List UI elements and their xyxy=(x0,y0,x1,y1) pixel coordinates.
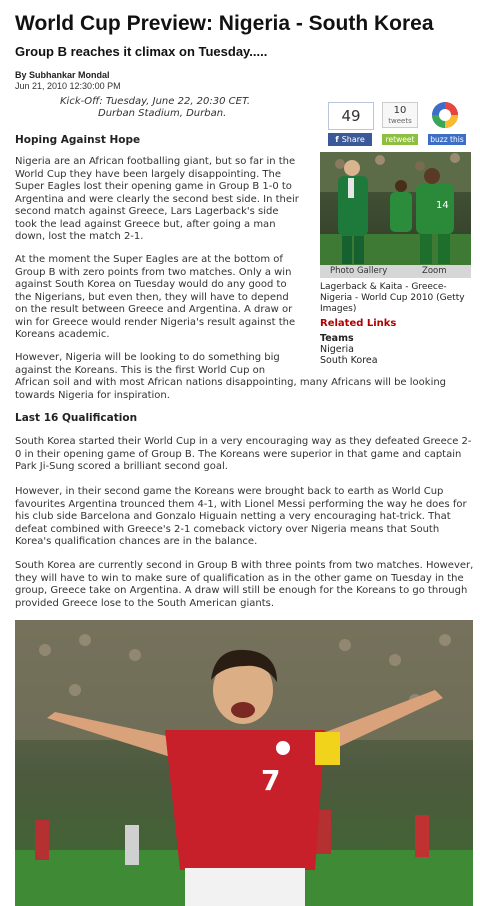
article-title: World Cup Preview: Nigeria - South Korea xyxy=(15,12,434,35)
team-link-nigeria[interactable]: Nigeria xyxy=(320,344,354,355)
share-bar xyxy=(320,96,472,148)
paragraph-3a: However, Nigeria will be looking to do something big against the Koreans. This is the first World Cup on xyxy=(15,352,280,376)
paragraph-3b: African soil and with most African nations disappointing, many Africans will be looking towards Nigeria for inspiration. xyxy=(15,377,447,401)
team-link-south-korea[interactable]: South Korea xyxy=(320,355,378,366)
section-heading-hoping: Hoping Against Hope xyxy=(15,134,141,146)
sidebar-photo[interactable] xyxy=(320,152,471,276)
teams-heading: Teams xyxy=(320,333,354,344)
related-links-heading: Related Links xyxy=(320,318,397,329)
facebook-icon: f xyxy=(335,135,339,144)
paragraph-1: Nigeria are an African footballing giant, but so far in the World Cup they have been largely disappointing. The Super Eagles lost their opening game in Group B 1-0 to Argentina and were clearly the second best side. In their second match against Greece, Lars Lagerback's side took the lead against Greece but, after going a man down, lost the match 2-1. xyxy=(15,156,299,242)
tweet-count: 10 xyxy=(393,105,407,116)
kickoff-time: Kick-Off: Tuesday, June 22, 20:30 CET. xyxy=(60,96,251,107)
photo-toolbar xyxy=(320,265,471,278)
photo-gallery-link[interactable]: Photo Gallery xyxy=(330,266,388,276)
facebook-share-button[interactable] xyxy=(328,133,372,146)
article-subtitle: Group B reaches it climax on Tuesday..... xyxy=(15,44,268,59)
kickoff-venue: Durban Stadium, Durban. xyxy=(98,108,227,119)
paragraph-4: South Korea started their World Cup in a very encouraging way as they defeated Greece 2-0 in their opening game of Group B. The Koreans were superior in that game and captain Park Ji-Sung scored a brilliant second goal. xyxy=(15,436,472,472)
jersey-number: 7 xyxy=(261,764,281,797)
tweet-label: tweets xyxy=(388,117,412,125)
coaches-photo xyxy=(320,152,471,265)
publish-date: Jun 21, 2010 12:30:00 PM xyxy=(15,81,121,91)
buzz-this-button[interactable]: buzz this xyxy=(428,134,466,145)
celebration-photo xyxy=(15,620,473,906)
park-ji-sung-photo xyxy=(15,620,473,906)
retweet-button[interactable]: retweet xyxy=(382,134,418,145)
photo-caption: Lagerback & Kaita - Greece-Nigeria - World Cup 2010 (Getty Images) xyxy=(320,282,465,314)
kickoff-info xyxy=(60,96,300,120)
paragraph-6: South Korea are currently second in Group B with three points from two matches. However, they will have to win to make sure of qualification as in the other game on Tuesday in the group, Greece take on Argentina. A draw will still be enough for the Koreans to go through provided Greece lose to the South American giants. xyxy=(15,560,474,609)
author-byline: By Subhankar Mondal xyxy=(15,70,110,80)
zoom-link[interactable]: Zoom xyxy=(422,266,447,276)
share-count: 49 xyxy=(328,102,374,130)
tweet-count-box xyxy=(382,102,418,128)
section-heading-last16: Last 16 Qualification xyxy=(15,412,138,424)
google-buzz-icon[interactable] xyxy=(430,100,460,130)
paragraph-2: At the moment the Super Eagles are at the bottom of Group B with zero points from two matches. Only a win against South Korea on Tuesday would do any good to the Nigerians, but even then, they will have to depend on the result between Greece and Argentina. A draw or win for Greece would render Nigeria's result against the Koreans academic. xyxy=(15,254,296,340)
svg-text:14: 14 xyxy=(436,200,449,211)
paragraph-5: However, in their second game the Koreans were brought back to earth as World Cup favourites Argentina trounced them 4-1, with Lionel Messi performing the way he does for his club side Barcelona and Gonzalo Higuain netting a very encouraging hat-trick. That defeat combined with Greece's 2-1 comeback victory over Nigeria means that South Korea's qualification chances are in the balance. xyxy=(15,486,467,547)
share-label: Share xyxy=(341,135,365,144)
